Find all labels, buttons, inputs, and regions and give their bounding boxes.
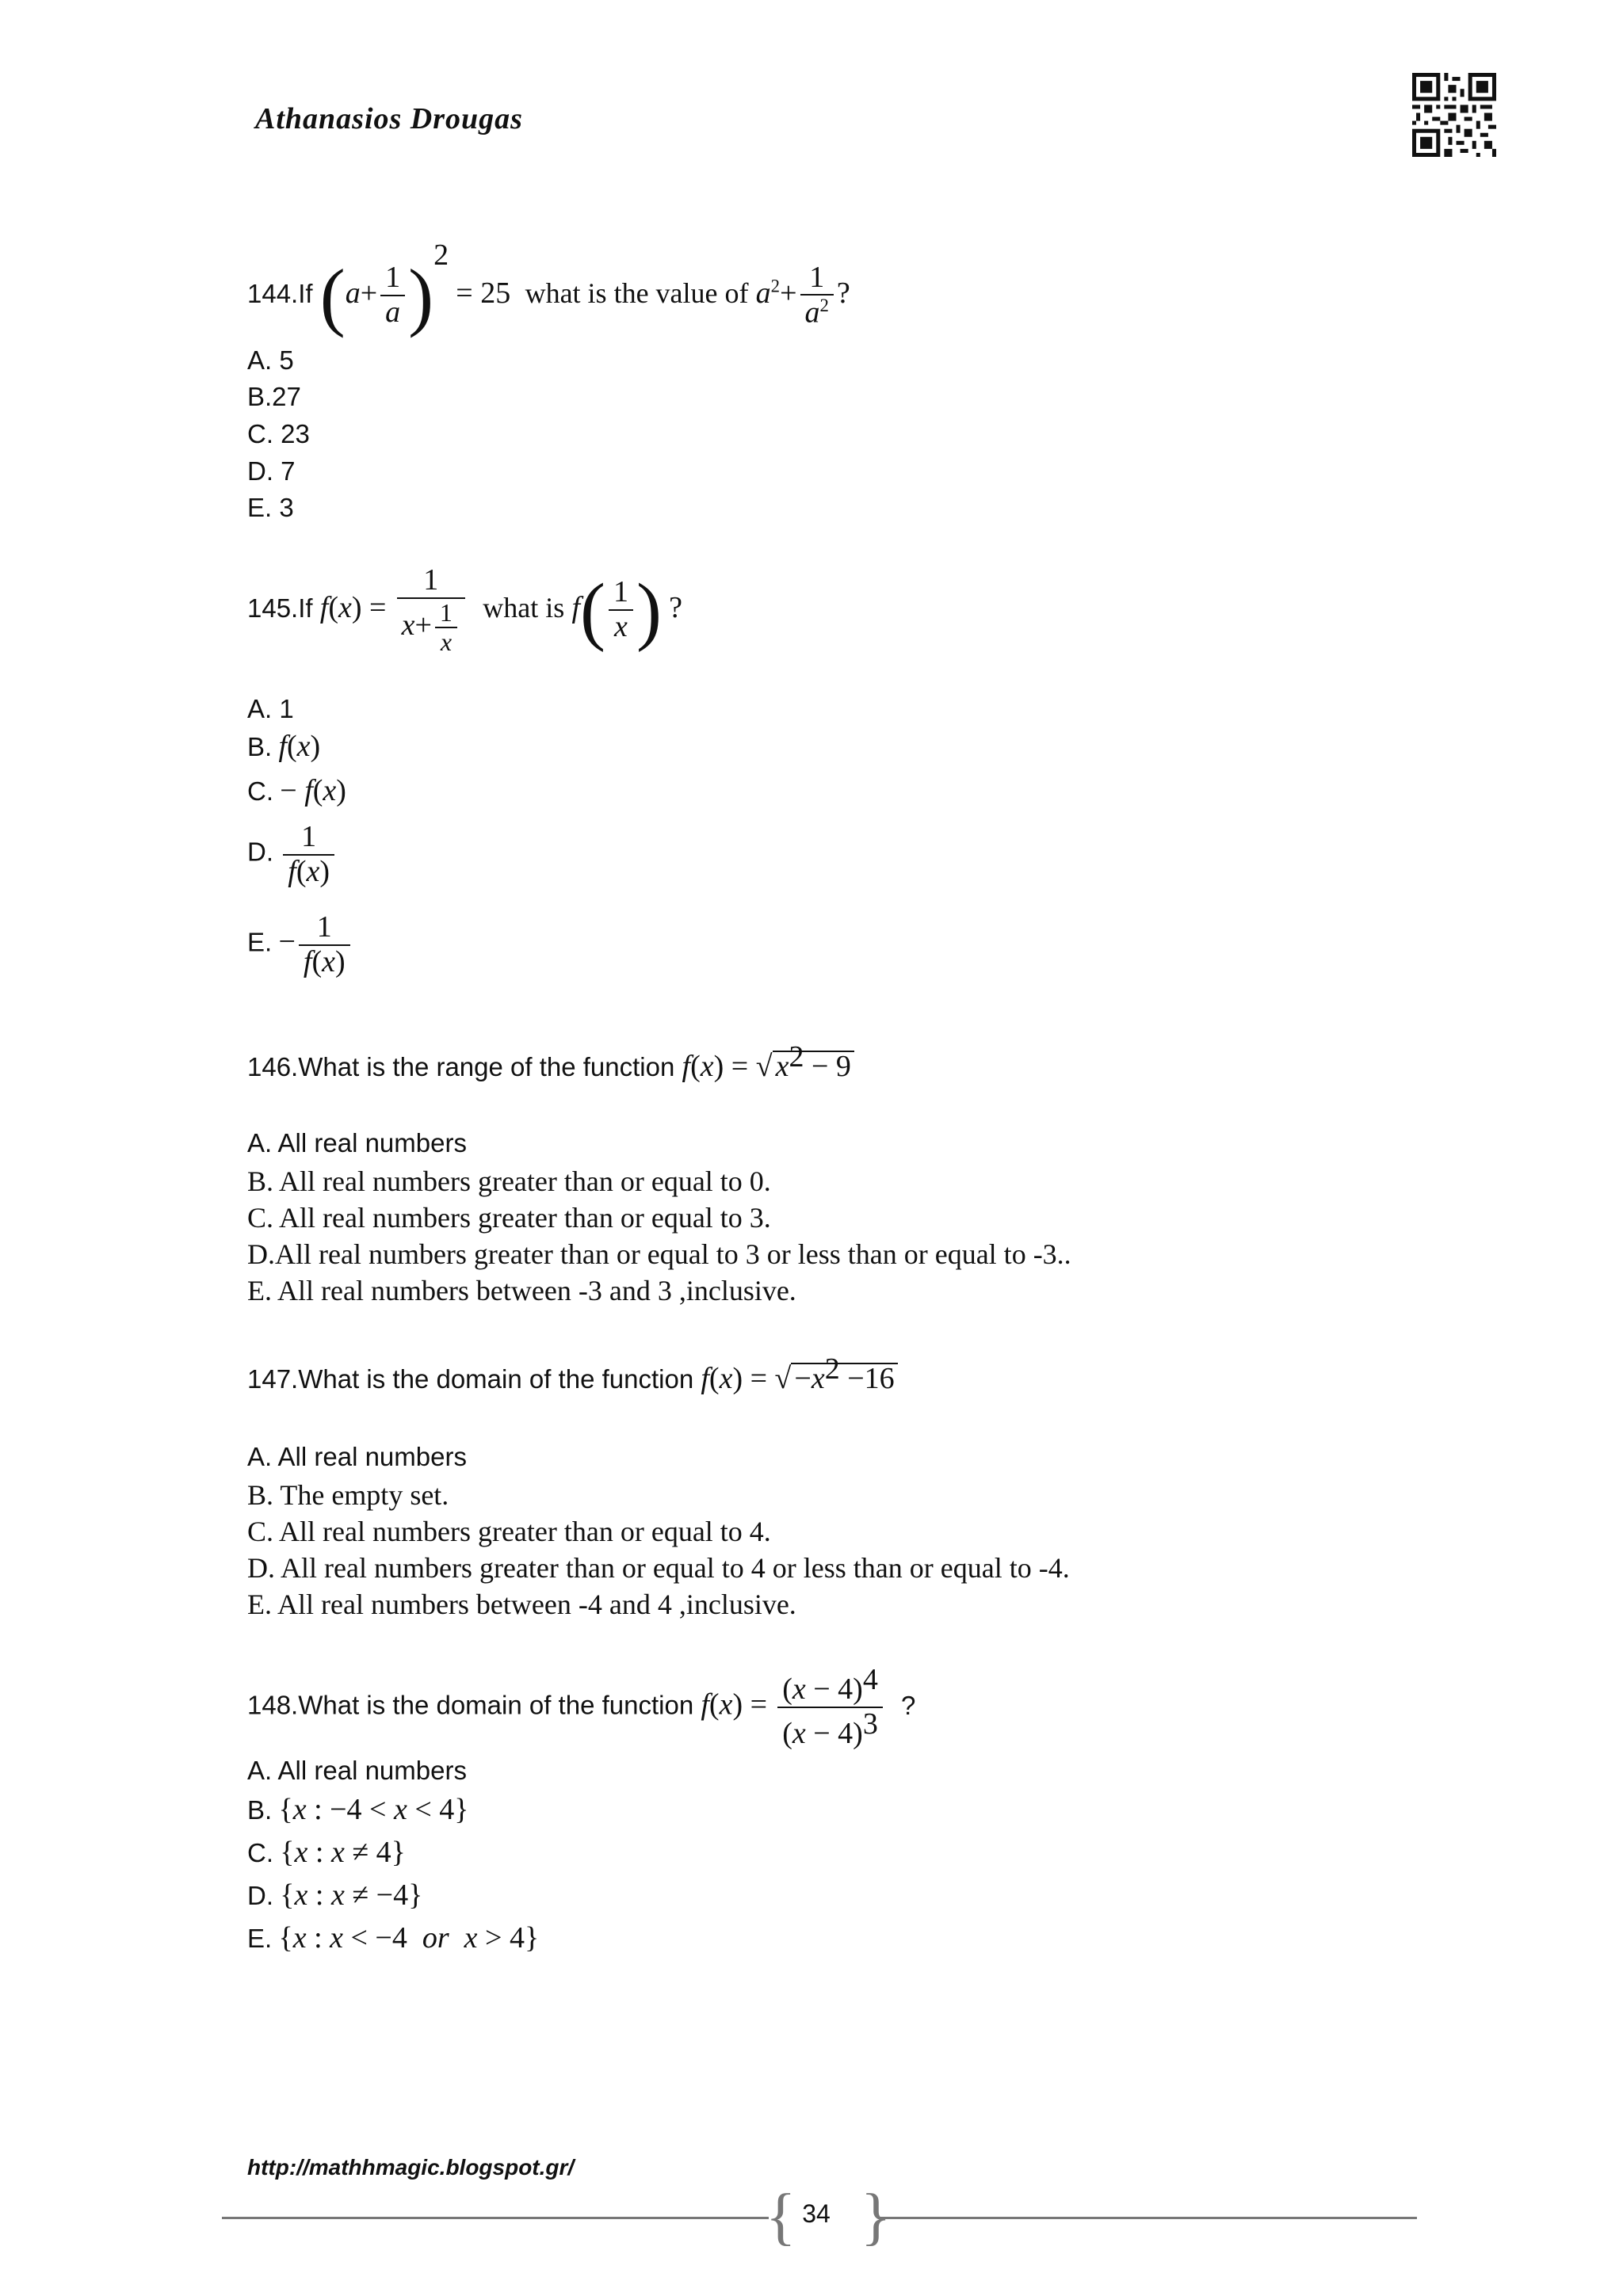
left-brace-ornament: { (766, 2182, 796, 2252)
q145-option-e: E. − $\frac{1}{f(x)}$ (247, 911, 353, 979)
q148-option-a: A. All real numbers (247, 1756, 467, 1785)
q145-option-c: C. − f(x) (247, 774, 346, 807)
q147-option-d: D. All real numbers greater than or equal to 4 or less than or equal to -4. (247, 1552, 1070, 1584)
q146-option-d: D.All real numbers greater than or equal to 3 or less than or equal to -3.. (247, 1238, 1071, 1270)
q145-option-a: A. 1 (247, 694, 294, 723)
q145-option-b: B. f(x) (247, 730, 321, 763)
footer-url: http://mathhmagic.blogspot.gr/ (247, 2155, 575, 2180)
question-146: 146.What is the range of the function f(x) = √ $x^2 - 9$ (247, 1039, 854, 1084)
footer-rule-right (878, 2217, 1417, 2219)
q146-prefix: 146.What is the range of the function (247, 1052, 675, 1081)
q146-option-b: B. All real numbers greater than or equal to 0. (247, 1165, 771, 1197)
q147-option-c: C. All real numbers greater than or equal to 4. (247, 1516, 771, 1547)
q148-prefix: 148.What is the domain of the function (247, 1690, 694, 1720)
q144-option-a: A. 5 (247, 345, 294, 375)
q144-option-b: B.27 (247, 382, 301, 411)
fraction-x-minus-4-powers: $\frac{(x - 4)^4}{(x - 4)^3}$ (777, 1664, 883, 1751)
question-148: 148.What is the domain of the function f(x) = $\frac{(x - 4)^4}{(x - 4)^3}$ ? (247, 1663, 916, 1750)
q146-option-a: A. All real numbers (247, 1128, 467, 1158)
q147-option-e: E. All real numbers between -4 and 4 ,inclusive. (247, 1589, 796, 1620)
q147-option-a: A. All real numbers (247, 1442, 467, 1471)
q145-prefix: 145.If (247, 593, 313, 623)
q148-option-c: C. {x : x ≠ 4} (247, 1836, 406, 1869)
fraction-1-over-a2: $\frac{1}{a^2}$ (800, 261, 834, 330)
q146-option-e: E. All real numbers between -3 and 3 ,inclusive. (247, 1275, 796, 1306)
question-147: 147.What is the domain of the function f(x) = √ $-x^2 -16$ (247, 1352, 898, 1396)
footer-rule-left (222, 2217, 769, 2219)
q145-option-d: D. $\frac{1}{f(x)}$ (247, 821, 338, 889)
question-144: 144.If (a+ $\frac{1}{a}$ )$^2$ = 25 what is the value of $a^2+$ $\frac{1}{a^2}$ ? (247, 238, 850, 338)
page-number: 34 (802, 2199, 831, 2228)
author-name: Athanasios Drougas (255, 102, 523, 135)
q147-option-b: B. The empty set. (247, 1479, 449, 1511)
qr-code-icon (1412, 73, 1496, 157)
q146-option-c: C. All real numbers greater than or equal to 3. (247, 1202, 771, 1234)
q148-option-b: B. {x : −4 < x < 4} (247, 1793, 469, 1826)
q144-option-e: E. 3 (247, 493, 294, 522)
fraction-1-over-x: $\frac{1}{x}$ (609, 576, 633, 644)
fraction-1-over-x-plus-1-over-x: 1 x+ $\frac{1}{x}$ (397, 564, 465, 656)
q148-option-e: E. {x : x < −4 or x > 4} (247, 1921, 540, 1955)
q148-option-d: D. {x : x ≠ −4} (247, 1878, 423, 1912)
q144-option-d: D. 7 (247, 456, 296, 486)
q144-option-c: C. 23 (247, 419, 310, 448)
q144-prefix: 144.If (247, 279, 313, 308)
right-brace-ornament: } (861, 2182, 892, 2252)
fraction-1-over-a: $\frac{1}{a}$ (380, 261, 405, 330)
question-145: 145.If f(x) = 1 x+ $\frac{1}{x}$ what is f( $\frac{1}{x}$ ) ? (247, 563, 682, 656)
q147-prefix: 147.What is the domain of the function (247, 1364, 694, 1394)
